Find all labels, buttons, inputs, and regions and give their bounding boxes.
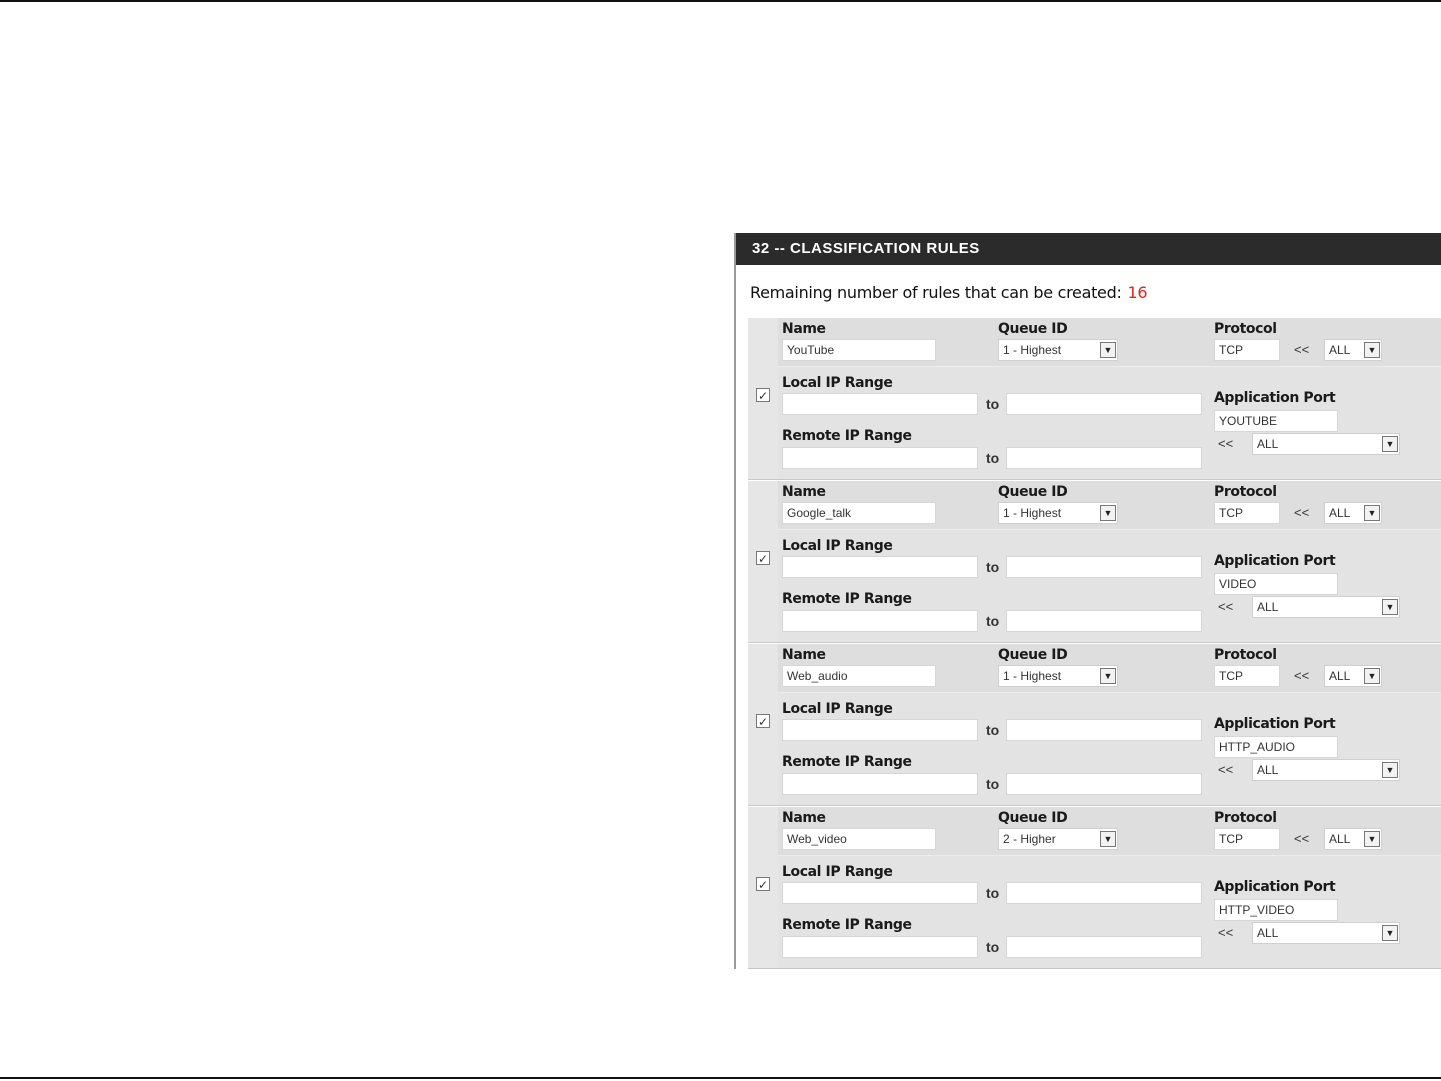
queue-id-select[interactable] — [998, 828, 1118, 850]
local-ip-to-label: to — [986, 559, 1000, 575]
protocol-select[interactable] — [1324, 665, 1382, 687]
remote-ip-to-label: to — [986, 613, 1000, 629]
local-ip-from-input[interactable] — [782, 882, 978, 904]
local-ip-to-label: to — [986, 722, 1000, 738]
local-ip-to-input[interactable] — [1006, 719, 1202, 741]
page-bottom-rule — [0, 1077, 1441, 1079]
remote-ip-to-input[interactable] — [1006, 610, 1202, 632]
remote-ip-range-label: Remote IP Range — [782, 754, 912, 770]
application-port-copy-arrows[interactable]: << — [1218, 925, 1234, 940]
application-port-select-value: ALL — [1257, 437, 1279, 451]
application-port-input[interactable]: HTTP_VIDEO — [1214, 899, 1338, 921]
local-ip-to-input[interactable] — [1006, 393, 1202, 415]
application-port-select-value: ALL — [1257, 926, 1279, 940]
queue-id-label: Queue ID — [998, 484, 1068, 500]
remote-ip-from-input[interactable] — [782, 936, 978, 958]
remote-ip-to-input[interactable] — [1006, 936, 1202, 958]
remaining-rules-count: 16 — [1127, 283, 1148, 302]
rule-enable-checkbox[interactable] — [756, 551, 770, 565]
application-port-select[interactable] — [1252, 922, 1400, 944]
rule-enable-checkbox[interactable] — [756, 714, 770, 728]
remote-ip-to-input[interactable] — [1006, 447, 1202, 469]
queue-id-value: 1 - Highest — [1003, 343, 1062, 357]
remote-ip-from-input[interactable] — [782, 773, 978, 795]
remote-ip-to-label: to — [986, 939, 1000, 955]
queue-id-select[interactable] — [998, 665, 1118, 687]
name-label: Name — [782, 484, 826, 500]
rule-enable-checkbox[interactable] — [756, 877, 770, 891]
classification-rules-panel — [734, 233, 1441, 969]
local-ip-from-input[interactable] — [782, 393, 978, 415]
chevron-down-icon: ▼ — [1382, 436, 1398, 452]
chevron-down-icon: ▼ — [1100, 831, 1116, 847]
name-label: Name — [782, 647, 826, 663]
classification-rule — [748, 644, 1441, 806]
queue-id-value: 1 - Highest — [1003, 669, 1062, 683]
local-ip-range-label: Local IP Range — [782, 538, 893, 554]
chevron-down-icon: ▼ — [1100, 342, 1116, 358]
remote-ip-from-input[interactable] — [782, 447, 978, 469]
local-ip-to-input[interactable] — [1006, 556, 1202, 578]
protocol-select-value: ALL — [1329, 832, 1351, 846]
protocol-label: Protocol — [1214, 484, 1277, 500]
application-port-input[interactable]: HTTP_AUDIO — [1214, 736, 1338, 758]
queue-id-value: 1 - Highest — [1003, 506, 1062, 520]
remote-ip-to-label: to — [986, 450, 1000, 466]
local-ip-range-label: Local IP Range — [782, 375, 893, 391]
queue-id-label: Queue ID — [998, 321, 1068, 337]
checkmark-icon: ✓ — [757, 878, 769, 892]
name-input[interactable]: Web_audio — [782, 665, 936, 687]
rule-enable-checkbox[interactable] — [756, 388, 770, 402]
application-port-label: Application Port — [1214, 716, 1336, 732]
name-input[interactable]: Google_talk — [782, 502, 936, 524]
chevron-down-icon: ▼ — [1382, 762, 1398, 778]
classification-rule — [748, 481, 1441, 643]
application-port-copy-arrows[interactable]: << — [1218, 762, 1234, 777]
chevron-down-icon: ▼ — [1364, 342, 1380, 358]
protocol-input[interactable]: TCP — [1214, 502, 1280, 524]
protocol-select[interactable] — [1324, 339, 1382, 361]
name-label: Name — [782, 321, 826, 337]
application-port-select[interactable] — [1252, 596, 1400, 618]
protocol-copy-arrows[interactable]: << — [1294, 505, 1310, 520]
local-ip-from-input[interactable] — [782, 719, 978, 741]
remote-ip-to-label: to — [986, 776, 1000, 792]
application-port-select[interactable] — [1252, 433, 1400, 455]
local-ip-range-label: Local IP Range — [782, 701, 893, 717]
classification-rule — [748, 807, 1441, 969]
name-input[interactable]: Web_video — [782, 828, 936, 850]
protocol-select[interactable] — [1324, 828, 1382, 850]
checkmark-icon: ✓ — [757, 715, 769, 729]
application-port-label: Application Port — [1214, 390, 1336, 406]
queue-id-label: Queue ID — [998, 810, 1068, 826]
protocol-label: Protocol — [1214, 810, 1277, 826]
queue-id-select[interactable] — [998, 502, 1118, 524]
remaining-rules-label: Remaining number of rules that can be created: — [750, 283, 1122, 302]
remaining-rules-text — [750, 283, 1147, 302]
protocol-copy-arrows[interactable]: << — [1294, 831, 1310, 846]
remote-ip-range-label: Remote IP Range — [782, 917, 912, 933]
protocol-input[interactable]: TCP — [1214, 339, 1280, 361]
chevron-down-icon: ▼ — [1382, 599, 1398, 615]
queue-id-value: 2 - Higher — [1003, 832, 1056, 846]
local-ip-from-input[interactable] — [782, 556, 978, 578]
name-label: Name — [782, 810, 826, 826]
remote-ip-to-input[interactable] — [1006, 773, 1202, 795]
local-ip-to-input[interactable] — [1006, 882, 1202, 904]
queue-id-label: Queue ID — [998, 647, 1068, 663]
protocol-input[interactable]: TCP — [1214, 665, 1280, 687]
checkmark-icon: ✓ — [757, 552, 769, 566]
protocol-copy-arrows[interactable]: << — [1294, 668, 1310, 683]
protocol-select-value: ALL — [1329, 506, 1351, 520]
remote-ip-range-label: Remote IP Range — [782, 591, 912, 607]
protocol-label: Protocol — [1214, 647, 1277, 663]
application-port-input[interactable]: YOUTUBE — [1214, 410, 1338, 432]
chevron-down-icon: ▼ — [1364, 668, 1380, 684]
chevron-down-icon: ▼ — [1364, 831, 1380, 847]
protocol-copy-arrows[interactable]: << — [1294, 342, 1310, 357]
application-port-select-value: ALL — [1257, 763, 1279, 777]
protocol-label: Protocol — [1214, 321, 1277, 337]
application-port-select-value: ALL — [1257, 600, 1279, 614]
application-port-label: Application Port — [1214, 553, 1336, 569]
application-port-select[interactable] — [1252, 759, 1400, 781]
protocol-select[interactable] — [1324, 502, 1382, 524]
application-port-label: Application Port — [1214, 879, 1336, 895]
application-port-input[interactable]: VIDEO — [1214, 573, 1338, 595]
name-input[interactable]: YouTube — [782, 339, 936, 361]
remote-ip-from-input[interactable] — [782, 610, 978, 632]
queue-id-select[interactable] — [998, 339, 1118, 361]
local-ip-to-label: to — [986, 885, 1000, 901]
remote-ip-range-label: Remote IP Range — [782, 428, 912, 444]
protocol-select-value: ALL — [1329, 669, 1351, 683]
chevron-down-icon: ▼ — [1382, 925, 1398, 941]
checkmark-icon: ✓ — [757, 389, 769, 403]
chevron-down-icon: ▼ — [1364, 505, 1380, 521]
local-ip-to-label: to — [986, 396, 1000, 412]
protocol-select-value: ALL — [1329, 343, 1351, 357]
panel-title: 32 -- CLASSIFICATION RULES — [736, 233, 1441, 265]
application-port-copy-arrows[interactable]: << — [1218, 599, 1234, 614]
application-port-copy-arrows[interactable]: << — [1218, 436, 1234, 451]
chevron-down-icon: ▼ — [1100, 505, 1116, 521]
protocol-input[interactable]: TCP — [1214, 828, 1280, 850]
chevron-down-icon: ▼ — [1100, 668, 1116, 684]
local-ip-range-label: Local IP Range — [782, 864, 893, 880]
page-top-rule — [0, 0, 1441, 2]
classification-rule — [748, 318, 1441, 480]
